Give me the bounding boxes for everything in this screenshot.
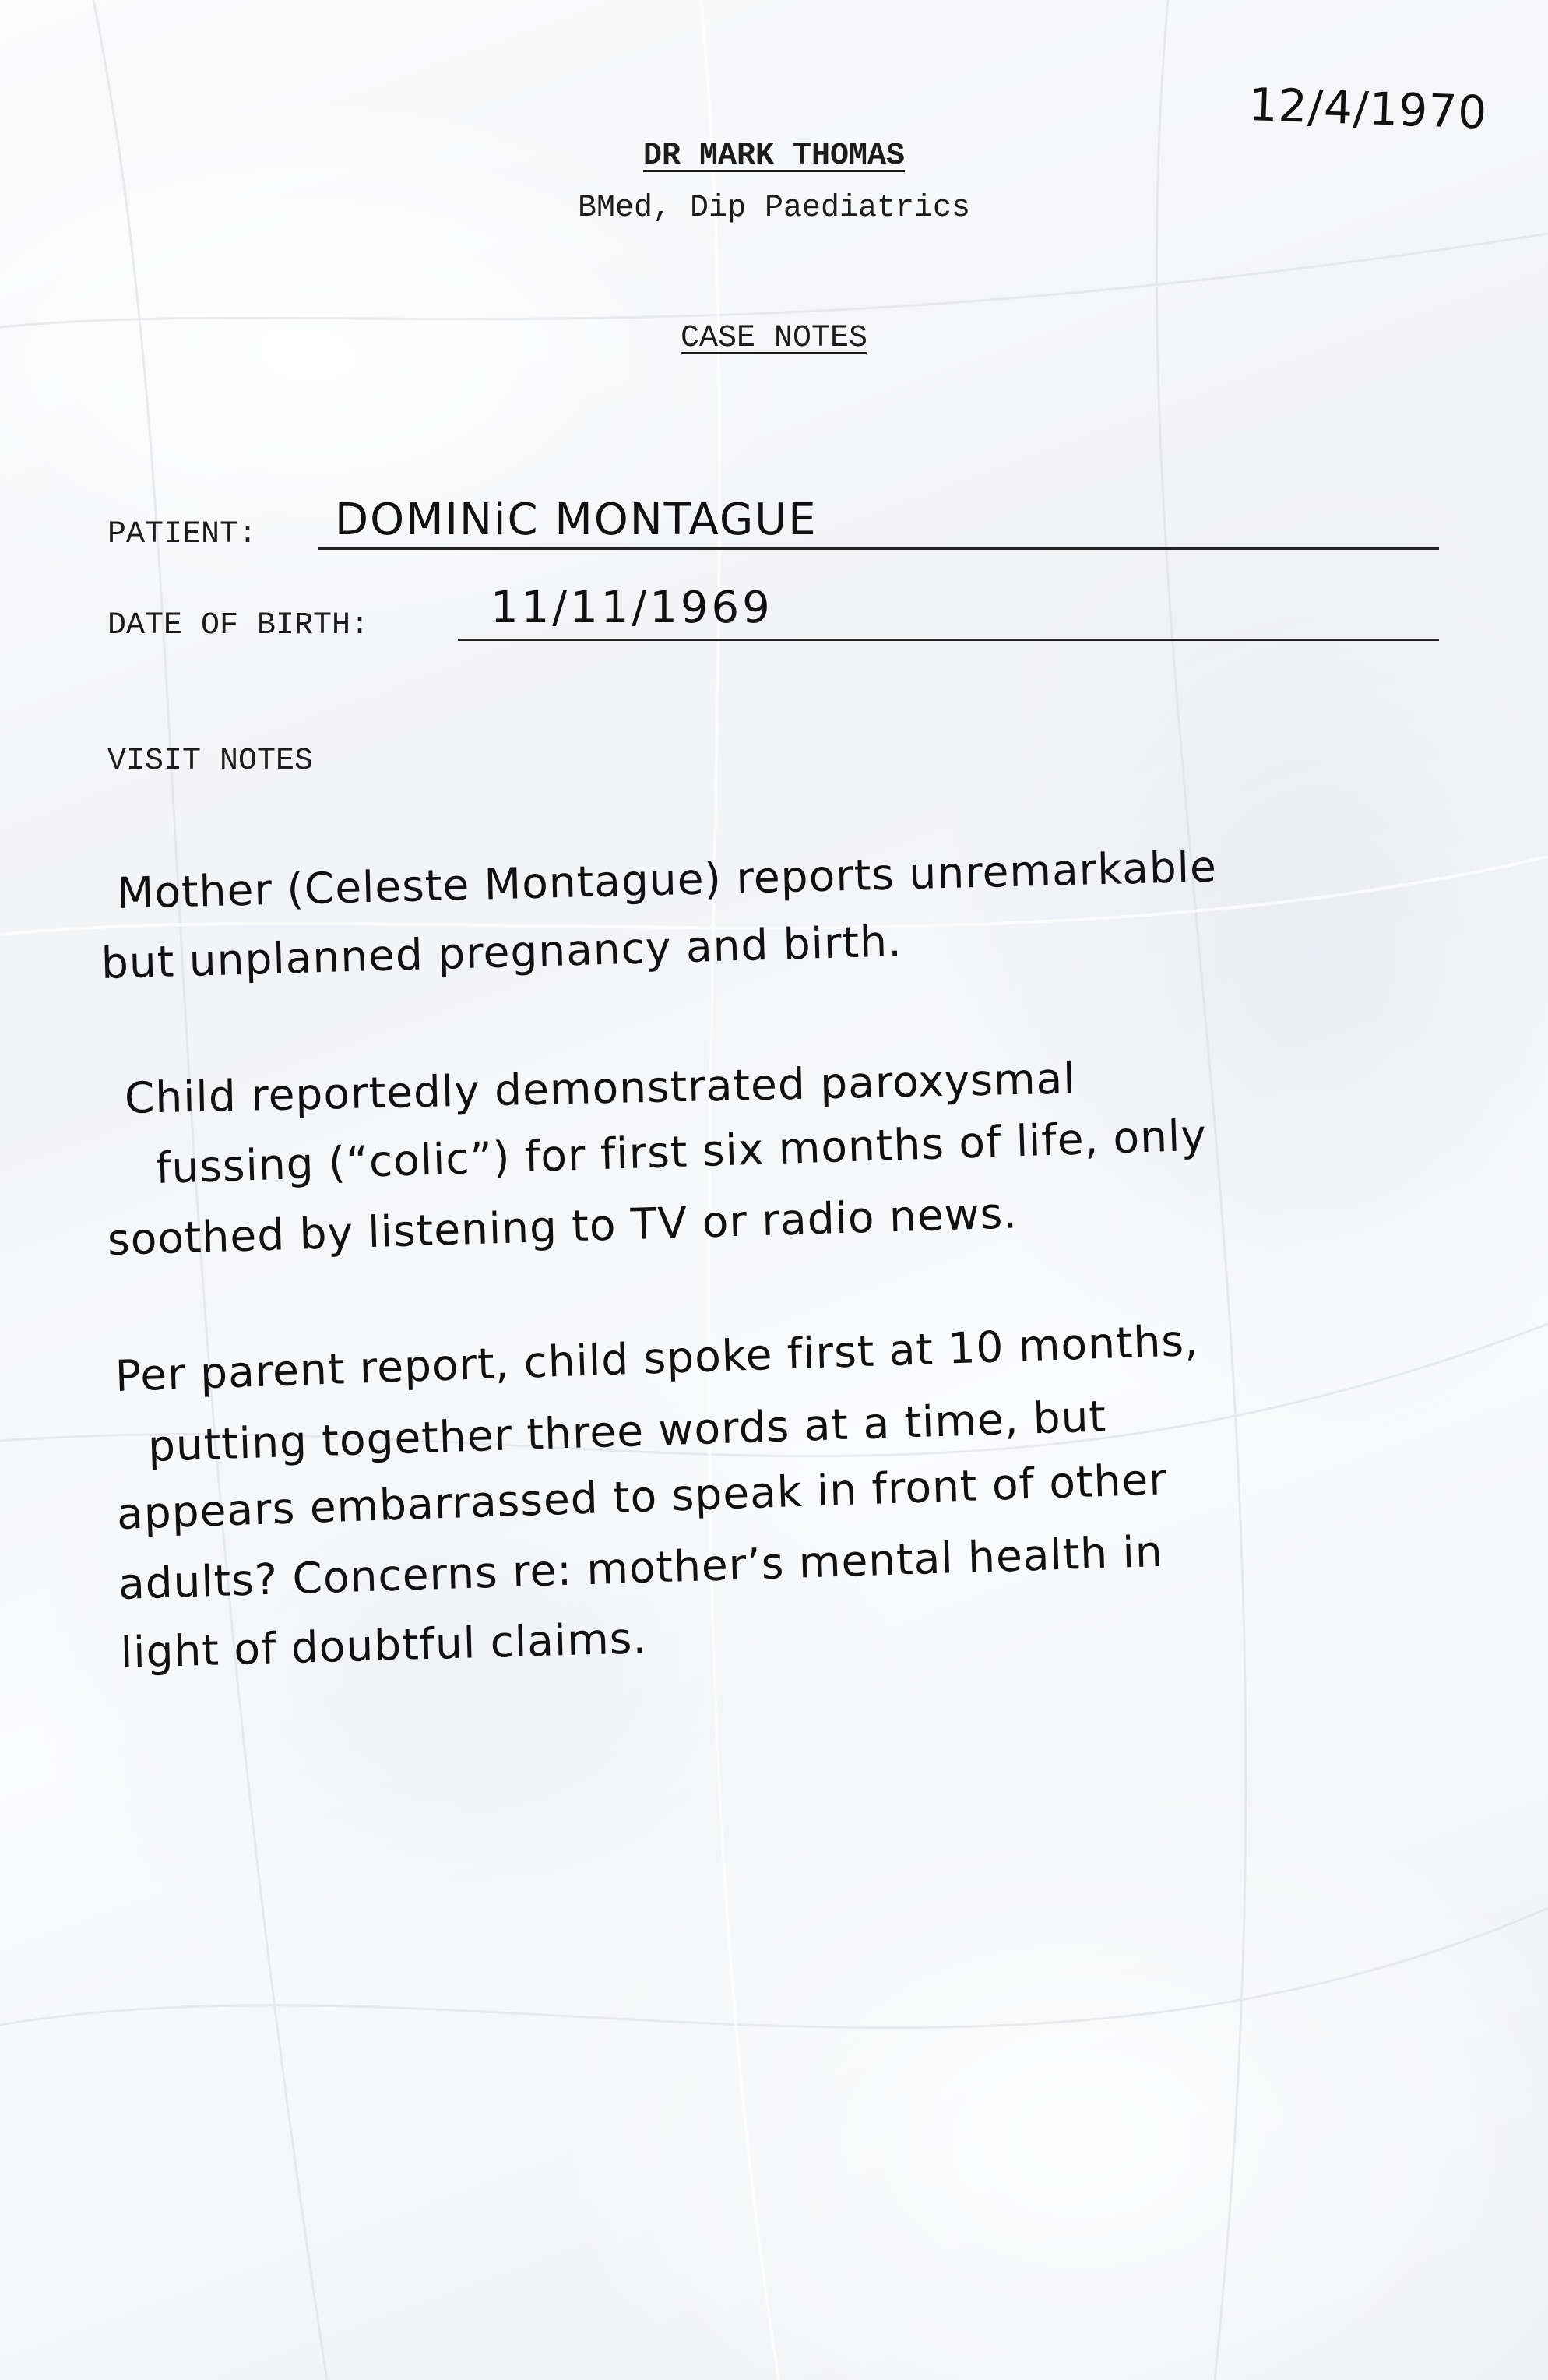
patient-underline <box>318 547 1439 550</box>
date-of-birth: 11/11/1969 <box>491 583 773 633</box>
visit-notes-label: VISIT NOTES <box>107 744 314 779</box>
note-line: Child reportedly demonstrated paroxysmal <box>124 1053 1077 1123</box>
note-line: light of doubtful claims. <box>120 1613 648 1678</box>
case-notes-title <box>0 321 1548 356</box>
note-line: adults? Concerns re: mother’s mental health in <box>117 1526 1164 1609</box>
note-line: putting together three words at a time, but <box>146 1391 1107 1471</box>
patient-label: PATIENT: <box>107 517 258 552</box>
note-line: but unplanned pregnancy and birth. <box>100 916 903 988</box>
note-line: soothed by listening to TV or radio news. <box>107 1188 1019 1265</box>
note-line: Per parent report, child spoke first at 10 months, <box>114 1315 1200 1401</box>
note-line: appears embarrassed to speak in front of other <box>115 1454 1168 1539</box>
note-line: Mother (Celeste Montague) reports unremarkable <box>116 841 1218 918</box>
doctor-name-text: DR MARK THOMAS <box>642 139 906 174</box>
case-notes-title-text: CASE NOTES <box>680 321 868 356</box>
visit-date: 12/4/1970 <box>1247 78 1489 139</box>
note-line: fussing (“colic”) for first six months of life, only <box>154 1110 1208 1193</box>
doctor-credentials: BMed, Dip Paediatrics <box>577 191 971 226</box>
doctor-name <box>0 139 1548 174</box>
dob-underline <box>458 639 1439 641</box>
dob-label: DATE OF BIRTH: <box>107 608 370 643</box>
patient-name: DOMINiC MONTAGUE <box>335 495 818 545</box>
